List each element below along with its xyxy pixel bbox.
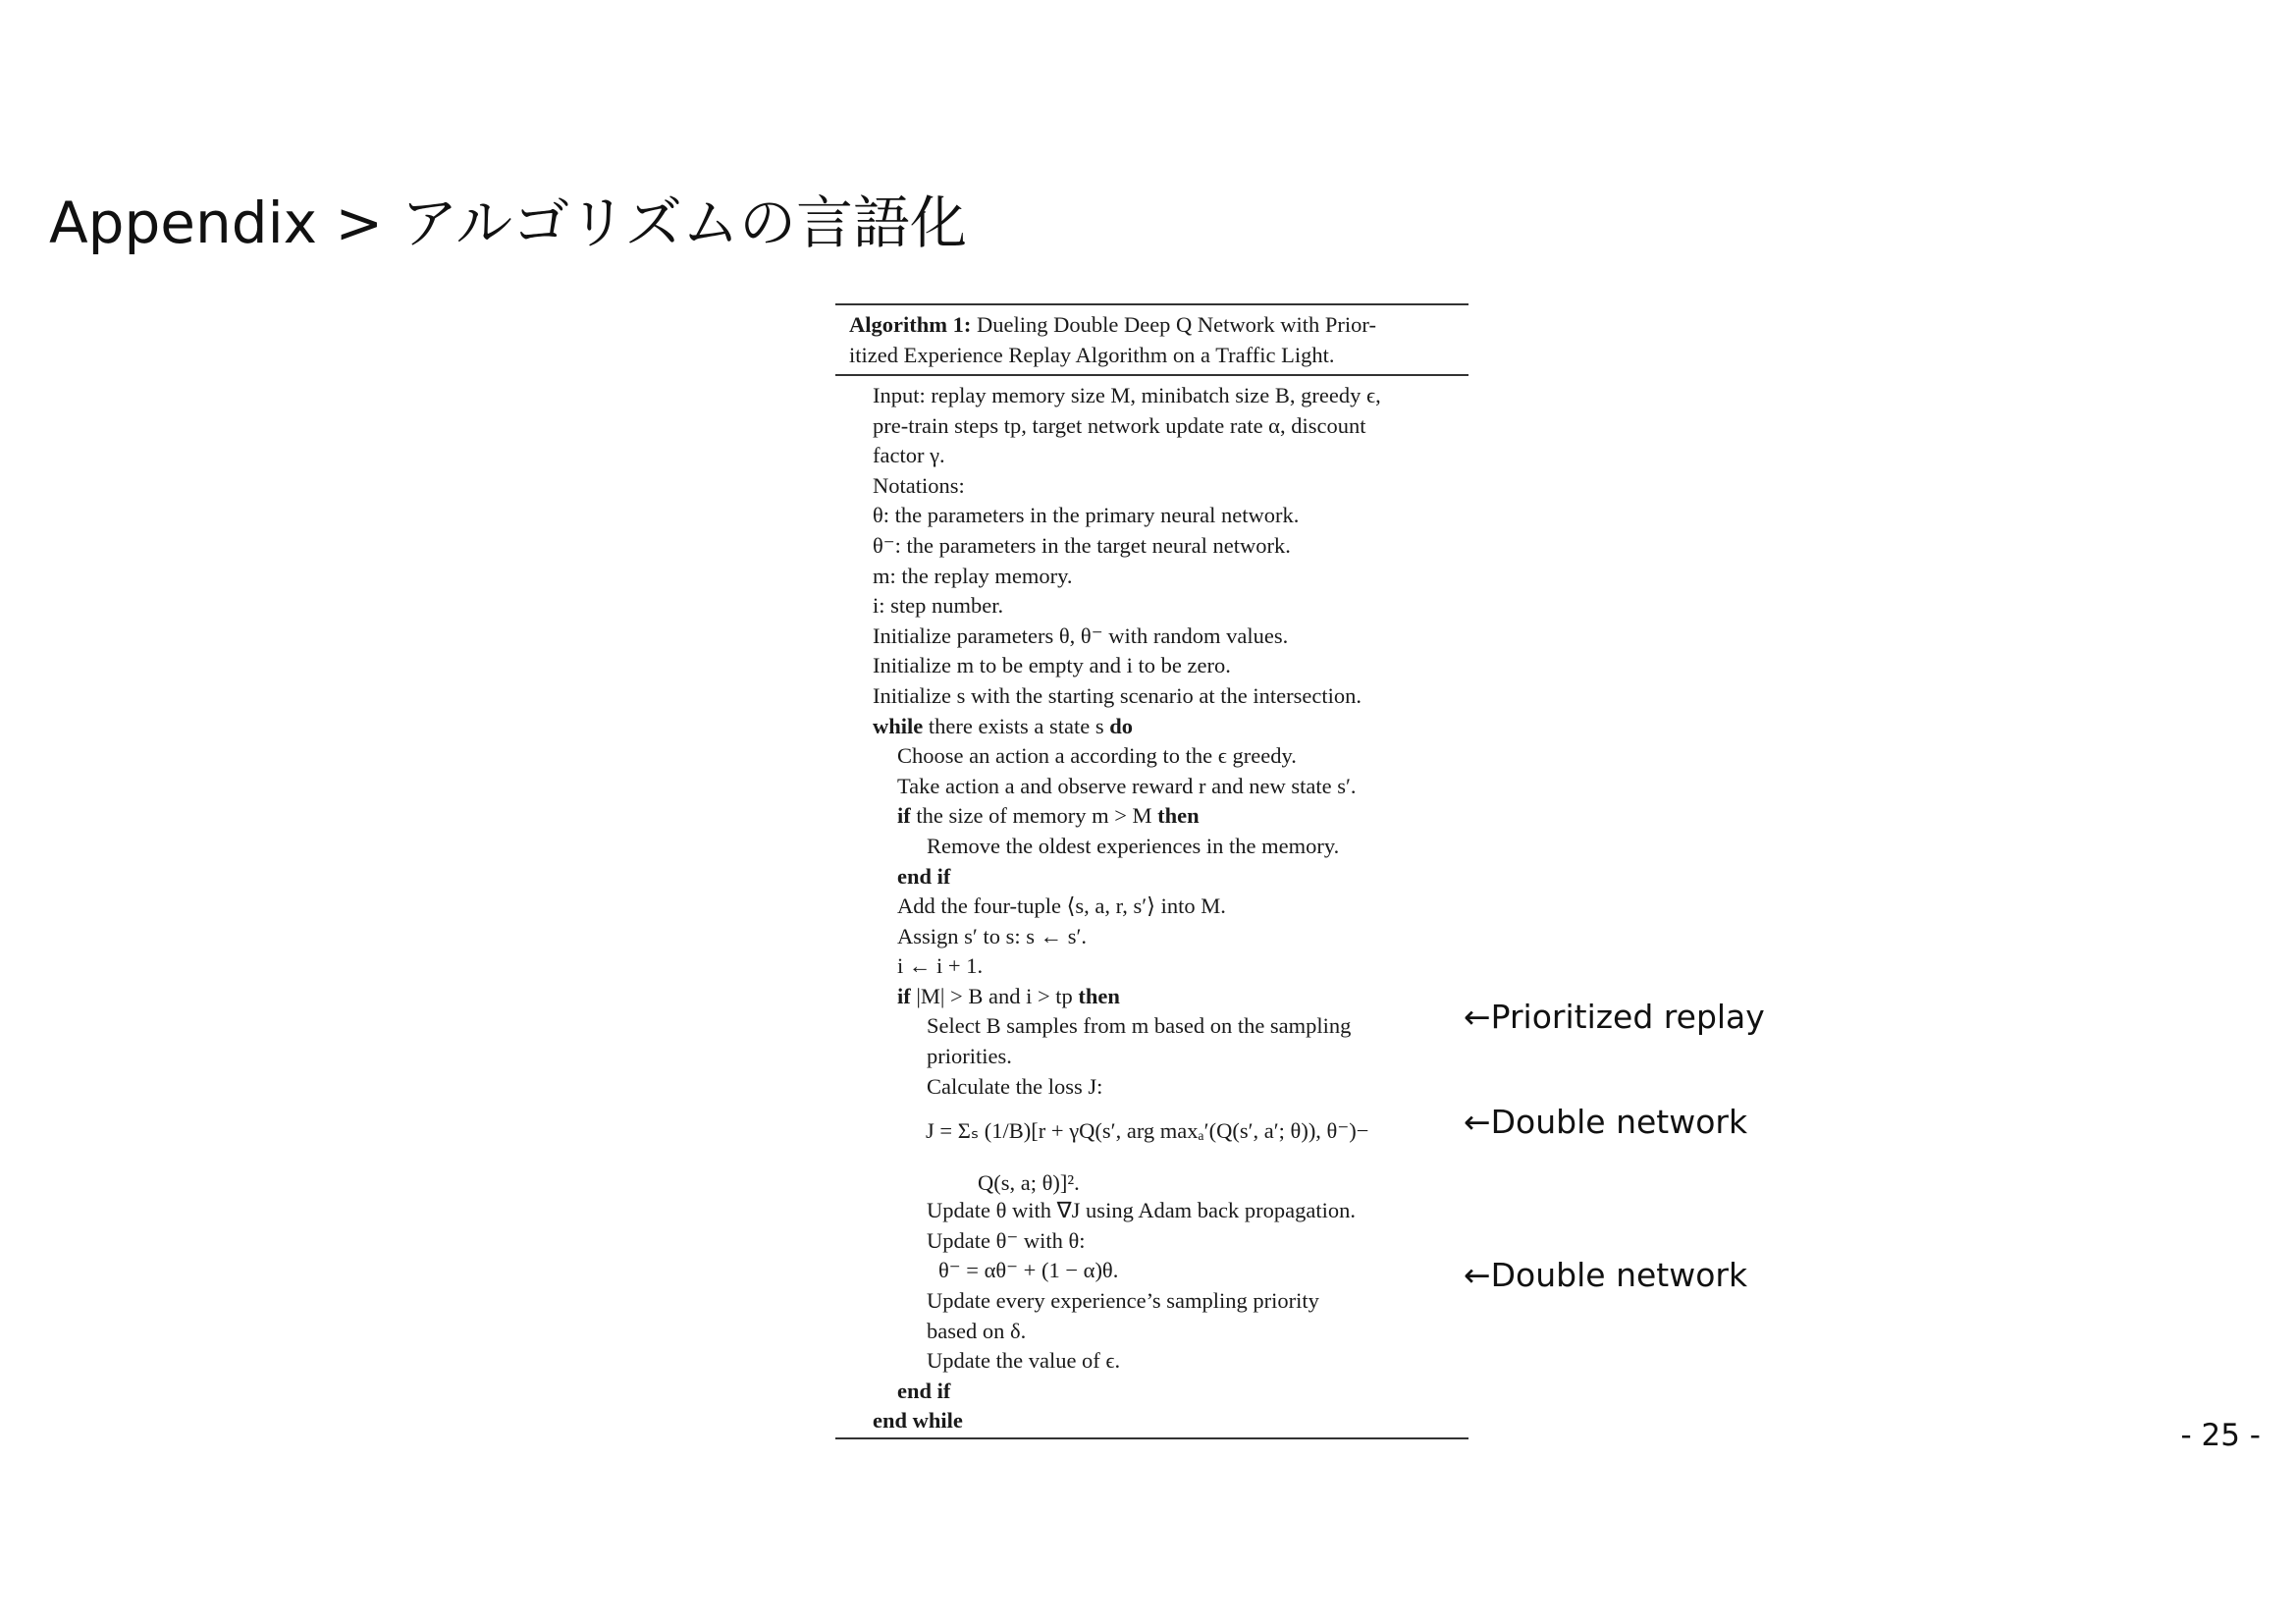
algorithm-body [835,376,1468,1437]
algorithm-lines [835,381,1468,1102]
loss-equation-continuation: Q(s, a; θ)]². [978,1170,1080,1196]
algorithm-keyword: end if [897,863,951,889]
algorithm-line [835,712,1468,742]
algorithm-line [835,801,1468,832]
loss-equation: J = Σₛ (1/B)[r + γQ(s′, arg maxₐ′(Q(s′, a′; θ)), θ⁻)− [926,1118,1369,1144]
algorithm-line: Select B samples from m based on the sampling [927,1013,1352,1039]
algorithm-caption-text-cont: itized Experience Replay Algorithm on a Traffic Light. [849,343,1335,367]
algorithm-line-text: there exists a state s [923,713,1110,738]
algorithm-line: Initialize s with the starting scenario at the intersection. [873,682,1362,708]
algorithm-line: m: the replay memory. [873,563,1073,588]
algorithm-keyword: do [1109,713,1133,738]
page-number: - 25 - [2180,1418,2261,1453]
algorithm-caption-text: Dueling Double Deep Q Network with Prior- [971,312,1376,337]
annotation-double-network-2: ←Double network [1464,1256,1748,1294]
algorithm-line: based on δ. [927,1318,1027,1343]
slide-title: Appendix > アルゴリズムの言語化 [49,189,967,256]
algorithm-line: Assign s′ to s: s ← s′. [897,923,1088,948]
algorithm-keyword: then [1078,983,1120,1008]
algorithm-line: θ⁻: the parameters in the target neural network. [873,532,1291,558]
annotation-double-network: ←Double network [1464,1103,1748,1141]
algorithm-caption [835,305,1468,370]
algorithm-line: factor γ. [873,443,945,468]
algorithm-keyword: end while [873,1408,963,1434]
annotation-prioritized-replay: ←Prioritized replay [1464,998,1765,1036]
algorithm-line: Update every experience’s sampling priority [927,1288,1319,1314]
algorithm-line [835,862,1468,893]
algorithm-keyword: while [873,713,924,738]
algorithm-keyword: then [1157,803,1200,829]
algorithm-line: Choose an action a according to the ϵ greedy. [897,743,1297,769]
algorithm-keyword: if [897,803,911,829]
algorithm-bottom-rule [835,1437,1468,1439]
algorithm-line: Remove the oldest experiences in the memory. [927,833,1340,858]
algorithm-line [835,982,1468,1012]
algorithm-line: Calculate the loss J: [927,1073,1103,1099]
algorithm-line-text: |M| > B and i > tp [910,983,1079,1008]
algorithm-line: θ⁻ = αθ⁻ + (1 − α)θ. [938,1258,1119,1283]
algorithm-line: Initialize parameters θ, θ⁻ with random values. [873,623,1289,648]
algorithm-line: Notations: [873,472,965,498]
algorithm-line: pre-train steps tp, target network update rate α, discount [873,412,1366,438]
algorithm-line: i: step number. [873,593,1004,619]
algorithm-line-text: the size of memory m > M [910,803,1158,829]
algorithm-line [835,1406,1468,1436]
algorithm-line: θ: the parameters in the primary neural network. [873,503,1300,528]
algorithm-line: Input: replay memory size M, minibatch size B, greedy ϵ, [873,383,1381,407]
algorithm-keyword: if [897,983,911,1008]
algorithm-line: priorities. [927,1044,1012,1069]
algorithm-line: Update θ with ∇J using Adam back propagation. [927,1198,1357,1223]
algorithm-line: Update the value of ϵ. [927,1348,1121,1374]
algorithm-line [835,1377,1468,1407]
algorithm-line: Update θ⁻ with θ: [927,1227,1086,1253]
algorithm-keyword: end if [897,1378,951,1403]
algorithm-line: Take action a and observe reward r and new state s′. [897,773,1357,798]
algorithm-line: Add the four-tuple ⟨s, a, r, s′⟩ into M. [897,893,1226,919]
algorithm-line: i ← i + 1. [897,953,984,979]
algorithm-lines-after [835,1196,1468,1436]
algorithm-box [835,303,1468,1439]
algorithm-caption-label: Algorithm 1: [849,312,972,337]
algorithm-line: Initialize m to be empty and i to be zero. [873,653,1231,678]
